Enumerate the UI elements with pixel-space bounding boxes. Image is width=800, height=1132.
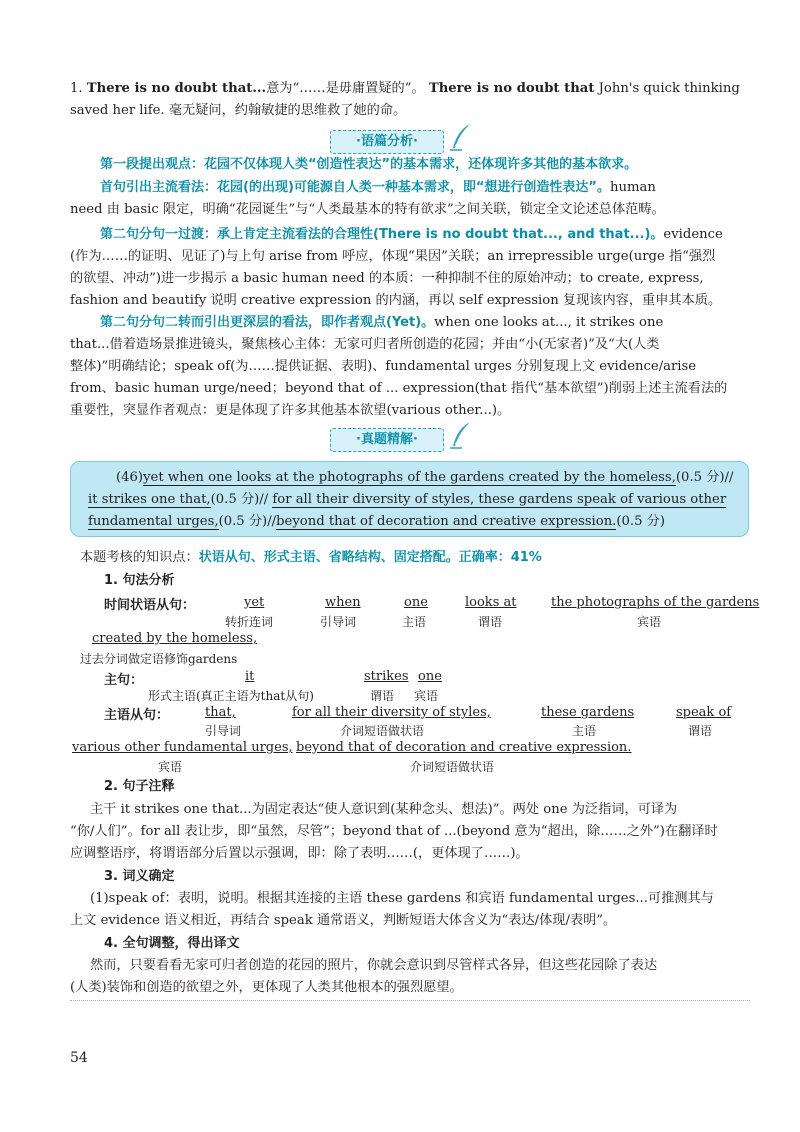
analysis-paragraph-4-line-2: that...借着造场景推进镜头，聚焦核心主体：无家可归者所创造的花园；并由“小(无家者)”及“大(人类 xyxy=(70,337,660,352)
word-for-all: for all their diversity of styles, xyxy=(292,705,491,720)
page-number: 54 xyxy=(70,1050,88,1066)
word-strikes: strikes xyxy=(364,669,409,684)
clause-label-time: 时间状语从句： xyxy=(104,598,196,613)
clause-label-subject: 主语从句： xyxy=(104,708,170,723)
analysis-paragraph-3-line-2: (作为……的证明、见证了)与上句 arise from 呼应，体现“果因”关联；an irrepressible urge(urge 指“强烈 xyxy=(70,249,716,264)
section-2-line-3: 应调整语序，将谓语部分后置以示强调，即：除了表明……(，更体现了……)。 xyxy=(70,846,529,861)
label-one-object: 宾语 xyxy=(414,689,439,703)
word-looks-at: looks at xyxy=(465,595,517,610)
label-these-gardens: 主语 xyxy=(572,724,597,738)
intro-line-2: saved her life. 毫无疑问，约翰敏捷的思维救了她的命。 xyxy=(70,103,407,118)
word-various: various other fundamental urges, xyxy=(72,740,293,755)
analysis-paragraph-3-line-3: 的欲望、冲动”)进一步揭示 a basic human need 的本质：一种抑制不住的原始冲动；to create, express, xyxy=(70,271,704,286)
question-line-1: (46)yet when one looks at the photographs of the gardens created by the homeless,(0.5 分)// xyxy=(116,470,734,485)
analysis-paragraph-4-line-4: from、basic human urge/need；beyond that of ... expression(that 指代“基本欲望”)削弱上述主流看法的 xyxy=(70,381,728,396)
analysis-paragraph-3-line-4: fashion and beautify 说明 creative expression 的内涵，再以 self expression 复现该内容，重申其本质。 xyxy=(70,293,722,308)
word-beyond: beyond that of decoration and creative expression. xyxy=(296,740,632,755)
section-1-heading: 1. 句法分析 xyxy=(104,573,175,588)
label-various: 宾语 xyxy=(158,760,183,774)
word-it: it xyxy=(245,669,255,684)
banner-exam-explanation: ·真题精解· xyxy=(330,428,444,452)
label-that: 引导词 xyxy=(205,724,242,738)
analysis-paragraph-2-line-2: need 由 basic 限定，明确“花园诞生”与“人类最基本的特有欲求”之间关联，锁定全文论述总体范畴。 xyxy=(70,202,665,217)
label-beyond: 介词短语做状语 xyxy=(410,760,495,774)
label-for-all: 介词短语做状语 xyxy=(340,724,425,738)
label-one: 主语 xyxy=(402,615,427,629)
quill-icon xyxy=(448,420,474,450)
label-strikes: 谓语 xyxy=(370,689,395,703)
section-3-line-2: 上文 evidence 语义相近，再结合 speak 通常语义，判断短语大体含义为“表达/体现/表明”。 xyxy=(70,913,617,928)
label-when: 引导词 xyxy=(320,615,357,629)
section-2-line-1: 主干 it strikes one that...为固定表达“使人意识到(某种念头、想法)”。两处 one 为泛指词，可译为 xyxy=(90,802,678,817)
section-4-heading: 4. 全句调整，得出译文 xyxy=(104,936,240,951)
word-speak-of: speak of xyxy=(676,705,732,720)
analysis-paragraph-4-line-5: 重要性，突显作者观点：更是体现了许多其他基本欲望(various other...)。 xyxy=(70,403,511,418)
word-one: one xyxy=(404,595,428,610)
knowledge-points: 本题考核的知识点：状语从句、形式主语、省略结构、固定搭配。正确率：41% xyxy=(80,550,542,565)
section-2-line-2: “你/人们”。for all 表让步，即“虽然，尽管”；beyond that of ...(beyond 意为“超出，除……之外”)在翻译时 xyxy=(70,824,718,839)
label-photographs: 宾语 xyxy=(637,615,662,629)
word-that: that, xyxy=(205,705,236,720)
word-yet: yet xyxy=(244,595,265,610)
word-these-gardens: these gardens xyxy=(541,705,635,720)
quill-icon xyxy=(448,122,474,152)
section-3-heading: 3. 词义确定 xyxy=(104,869,175,884)
label-looks-at: 谓语 xyxy=(478,615,503,629)
label-it: 形式主语(真正主语为that从句) xyxy=(148,689,314,703)
analysis-paragraph-1: 第一段提出观点：花园不仅体现人类“创造性表达”的基本需求，还体现许多其他的基本欲求。 xyxy=(100,157,638,172)
analysis-paragraph-4-line-1: 第二句分句二转而引出更深层的看法，即作者观点(Yet)。when one looks at..., it strikes one xyxy=(100,315,664,330)
clause-label-main: 主句： xyxy=(104,673,144,688)
label-created: 过去分词做定语修饰gardens xyxy=(80,652,238,666)
section-3-line-1: (1)speak of：表明，说明。根据其连接的主语 these gardens 和宾语 fundamental urges...可推测其与 xyxy=(90,891,714,906)
analysis-paragraph-4-line-3: 整体)”明确结论；speak of(为……提供证据、表明)、fundamental urges 分别复现上文 evidence/arise xyxy=(70,359,697,374)
label-speak-of: 谓语 xyxy=(688,724,713,738)
analysis-paragraph-3-line-1: 第二句分句一过渡：承上肯定主流看法的合理性(There is no doubt that..., and that...)。evidence xyxy=(100,227,723,242)
banner-discourse-analysis: ·语篇分析· xyxy=(330,130,444,154)
dotted-divider xyxy=(70,1000,750,1001)
section-4-line-1: 然而，只要看看无家可归者创造的花园的照片，你就会意识到尽管样式各异，但这些花园除了表达 xyxy=(90,958,658,973)
word-when: when xyxy=(325,595,361,610)
section-4-line-2: (人类)装饰和创造的欲望之外，更体现了人类其他根本的强烈愿望。 xyxy=(70,980,463,995)
question-line-3: fundamental urges,(0.5 分)//beyond that of decoration and creative expression.(0.5 分) xyxy=(88,514,666,529)
question-line-2: it strikes one that,(0.5 分)// for all their diversity of styles, these gardens speak of various other xyxy=(88,492,727,507)
analysis-paragraph-2-line-1: 首句引出主流看法：花园(的出现)可能源自人类一种基本需求，即“想进行创造性表达”。human xyxy=(100,180,656,195)
section-2-heading: 2. 句子注释 xyxy=(104,779,175,794)
intro-line-1: 1. There is no doubt that...意为“……是毋庸置疑的”。 There is no doubt that John's quick thinking xyxy=(70,81,740,96)
word-created: created by the homeless, xyxy=(92,631,258,646)
word-one-object: one xyxy=(418,669,442,684)
label-yet: 转折连词 xyxy=(225,615,274,629)
word-photographs: the photographs of the gardens xyxy=(551,595,760,610)
